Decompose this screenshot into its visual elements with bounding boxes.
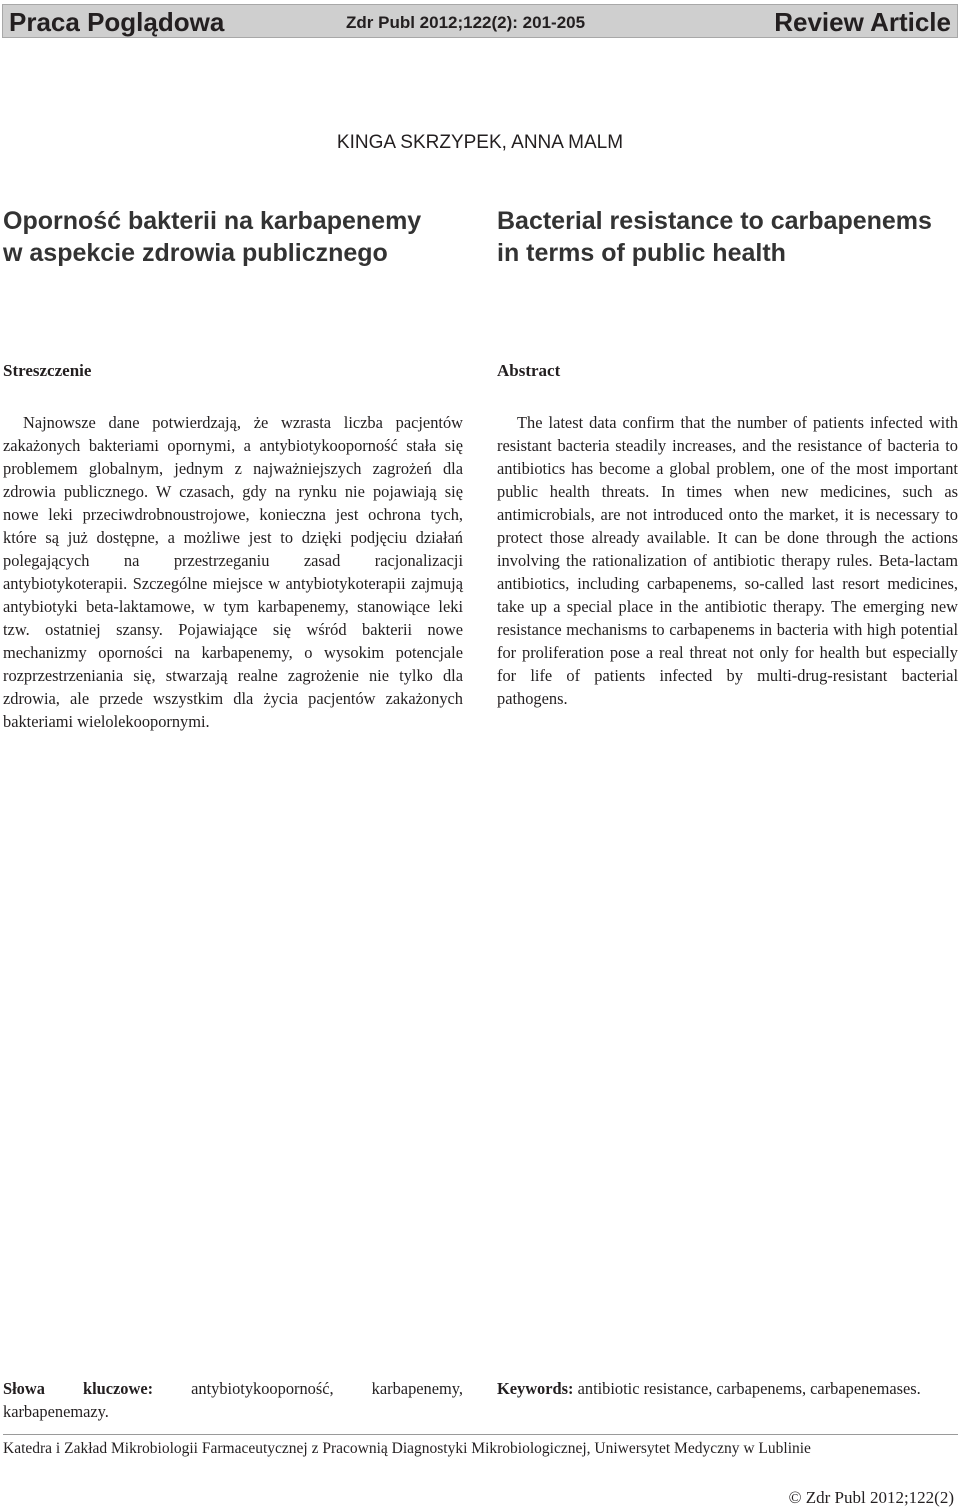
- abstract-body-english: The latest data confirm that the number of patients infected with resistant bacteria steadily increases, and the resistance of bacteria to antibiotics has become a global problem, one of the most important public health threats. In times when new medicines, such as antimicrobials, are not introduced onto the market, it is necessary to protect those already available. It can be done through the actions involving the rationalization of antibiotic therapy rules. Beta-lactam antibiotics, including carbapenems, so-called last resort medicines, take up a special place in the antibiotic therapy. The emerging new resistance mechanisms to carbapenems in bacteria with high potential for proliferation pose a real threat not only for health but especially for life of patients infected by multi-drug-resistant bacterial pathogens.: [497, 413, 958, 708]
- article-type-pl: Praca Poglądowa: [9, 7, 225, 37]
- title-polish-line2: w aspekcie zdrowia publicznego: [3, 239, 388, 267]
- journal-citation: Zdr Publ 2012;122(2): 201-205: [346, 13, 586, 32]
- title-english-line2: in terms of public health: [497, 239, 786, 267]
- keywords-english-label: Keywords:: [497, 1379, 574, 1398]
- keywords-english: [497, 1377, 958, 1400]
- copyright-footer: © Zdr Publ 2012;122(2): [788, 1488, 954, 1507]
- title-english-line1: Bacterial resistance to carbapenems: [497, 207, 932, 235]
- abstract-heading-english: Abstract: [497, 361, 561, 380]
- footnote-divider: [3, 1434, 958, 1435]
- abstract-heading-polish: Streszczenie: [3, 361, 92, 380]
- abstract-body-polish: Najnowsze dane potwierdzają, że wzrasta liczba pacjentów zakażonych bakteriami opornymi, a antybiotykooporność stała się problemem globalnym, jednym z najważniejszych zagrożeń dla zdrowia publicznego. W czasach, gdy na rynku nie pojawiają się nowe leki przeciwdrobnoustrojowe, konieczna jest ochrona tych, które są już dostępne, a możliwe jest to dzięki podjęciu działań polegających na przestrzeganiu zasad racjonalizacji antybiotykoterapii. Szczególne miejsce w antybiotykoterapii zajmują antybiotyki beta-laktamowe, w tym karbapenemy, stanowiące leki tzw. ostatniej szansy. Pojawiające się wśród bakterii nowe mechanizmy oporności na karbapenemy, o wysokim potencjale rozprzestrzeniania się, stwarzają realne zagrożenie nie tylko dla zdrowia, ale przede wszystkim dla życia pacjentów zakażonych bakteriami wielolekoopornymi.: [3, 413, 463, 731]
- title-english: [497, 205, 957, 269]
- journal-header-bar: [2, 4, 958, 38]
- article-type-en: Review Article: [774, 7, 951, 37]
- author-affiliation: Katedra i Zakład Mikrobiologii Farmaceutycznej z Pracownią Diagnostyki Mikrobiologicznej, Uniwersytet Medyczny w Lublinie: [3, 1440, 811, 1457]
- title-polish-line1: Oporność bakterii na karbapenemy: [3, 207, 422, 235]
- keywords-polish: [3, 1377, 463, 1423]
- keywords-polish-text: antybiotykooporność, karbapenemy, karbapenemazy.: [3, 1379, 463, 1421]
- keywords-english-text: antibiotic resistance, carbapenems, carbapenemases.: [577, 1379, 921, 1398]
- authors: KINGA SKRZYPEK, ANNA MALM: [336, 132, 624, 153]
- title-polish: [3, 205, 473, 269]
- keywords-polish-label: Słowa kluczowe:: [3, 1379, 154, 1398]
